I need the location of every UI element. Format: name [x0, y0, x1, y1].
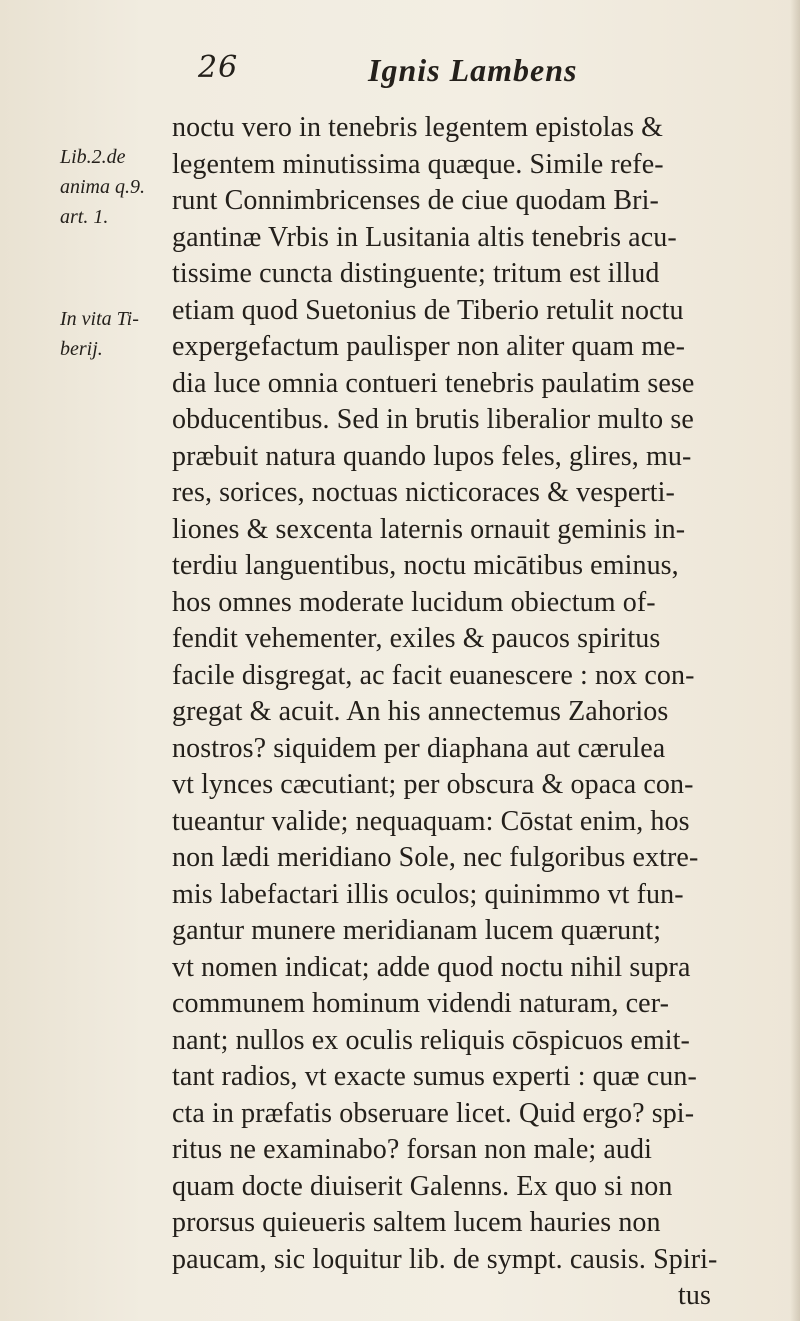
- margin-note: berij.: [60, 338, 103, 360]
- text-line: tant radios, vt exacte sumus experti : quæ cun-: [172, 1061, 697, 1092]
- text-line: obducentibus. Sed in brutis liberalior multo se: [172, 404, 694, 435]
- text-line: nant; nullos ex oculis reliquis cōspicuos emit-: [172, 1024, 690, 1056]
- text-line: res, sorices, noctuas nicticoraces & vesperti-: [172, 477, 675, 508]
- text-line: terdiu languentibus, noctu micātibus eminus,: [172, 550, 679, 581]
- text-line: vt nomen indicat; adde quod noctu nihil supra: [172, 951, 691, 983]
- text-line: expergefactum paulisper non aliter quam me-: [172, 331, 686, 362]
- text-line: cta in præfatis obseruare licet. Quid ergo? spi-: [172, 1097, 695, 1129]
- catchword: tus: [678, 1280, 711, 1311]
- text-line: gregat & acuit. An his annectemus Zahorios: [172, 696, 669, 727]
- text-line: runt Connimbricenses de ciue quodam Bri-: [172, 185, 659, 216]
- text-line: hos omnes moderate lucidum obiectum of-: [172, 586, 656, 618]
- text-line: tueantur valide; nequaquam: Cōstat enim, hos: [172, 805, 690, 837]
- margin-note: anima q.9.: [60, 176, 145, 198]
- text-line: prorsus quieueris saltem lucem hauries non: [172, 1207, 661, 1238]
- text-line: non lædi meridiano Sole, nec fulgoribus extre-: [172, 842, 699, 873]
- text-line: ritus ne examinabo? forsan non male; audi: [172, 1134, 652, 1165]
- running-title: Ignis Lambens: [368, 52, 578, 88]
- text-line: communem hominum videndi naturam, cer-: [172, 988, 669, 1019]
- text-line: mis labefactari illis oculos; quinimmo vt fun-: [172, 878, 684, 910]
- text-line: gantur munere meridianam lucem quærunt;: [172, 915, 662, 946]
- text-line: præbuit natura quando lupos feles, glires, mu-: [172, 440, 692, 472]
- text-line: noctu vero in tenebris legentem epistolas &: [172, 112, 664, 143]
- text-line: paucam, sic loquitur lib. de sympt. causis. Spiri-: [172, 1243, 718, 1275]
- page-edge-shadow: [790, 0, 800, 1321]
- text-line: nostros? siquidem per diaphana aut cærulea: [172, 732, 666, 764]
- margin-note: art. 1.: [60, 206, 109, 228]
- page-number: 26: [198, 50, 239, 85]
- text-line: fendit vehementer, exiles & paucos spiritus: [172, 623, 661, 654]
- text-line: facile disgregat, ac facit euanescere : nox con-: [172, 659, 695, 691]
- text-line: dia luce omnia contueri tenebris paulatim sese: [172, 367, 695, 399]
- text-line: legentem minutissima quæque. Simile refe-: [172, 148, 664, 180]
- text-line: vt lynces cæcutiant; per obscura & opaca con-: [172, 769, 694, 800]
- text-line: liones & sexcenta laternis ornauit geminis in-: [172, 513, 686, 545]
- margin-note: In vita Ti-: [60, 308, 139, 330]
- text-line: gantinæ Vrbis in Lusitania altis tenebris acu-: [172, 221, 677, 253]
- body-text: [172, 110, 772, 1315]
- text-line: quam docte diuiserit Galenns. Ex quo si non: [172, 1170, 673, 1202]
- text-line: etiam quod Suetonius de Tiberio retulit noctu: [172, 294, 684, 326]
- margin-note: Lib.2.de: [60, 146, 126, 168]
- page-header: [0, 50, 800, 100]
- text-line: tissime cuncta distinguente; tritum est illud: [172, 258, 660, 289]
- margin-notes: [60, 142, 180, 364]
